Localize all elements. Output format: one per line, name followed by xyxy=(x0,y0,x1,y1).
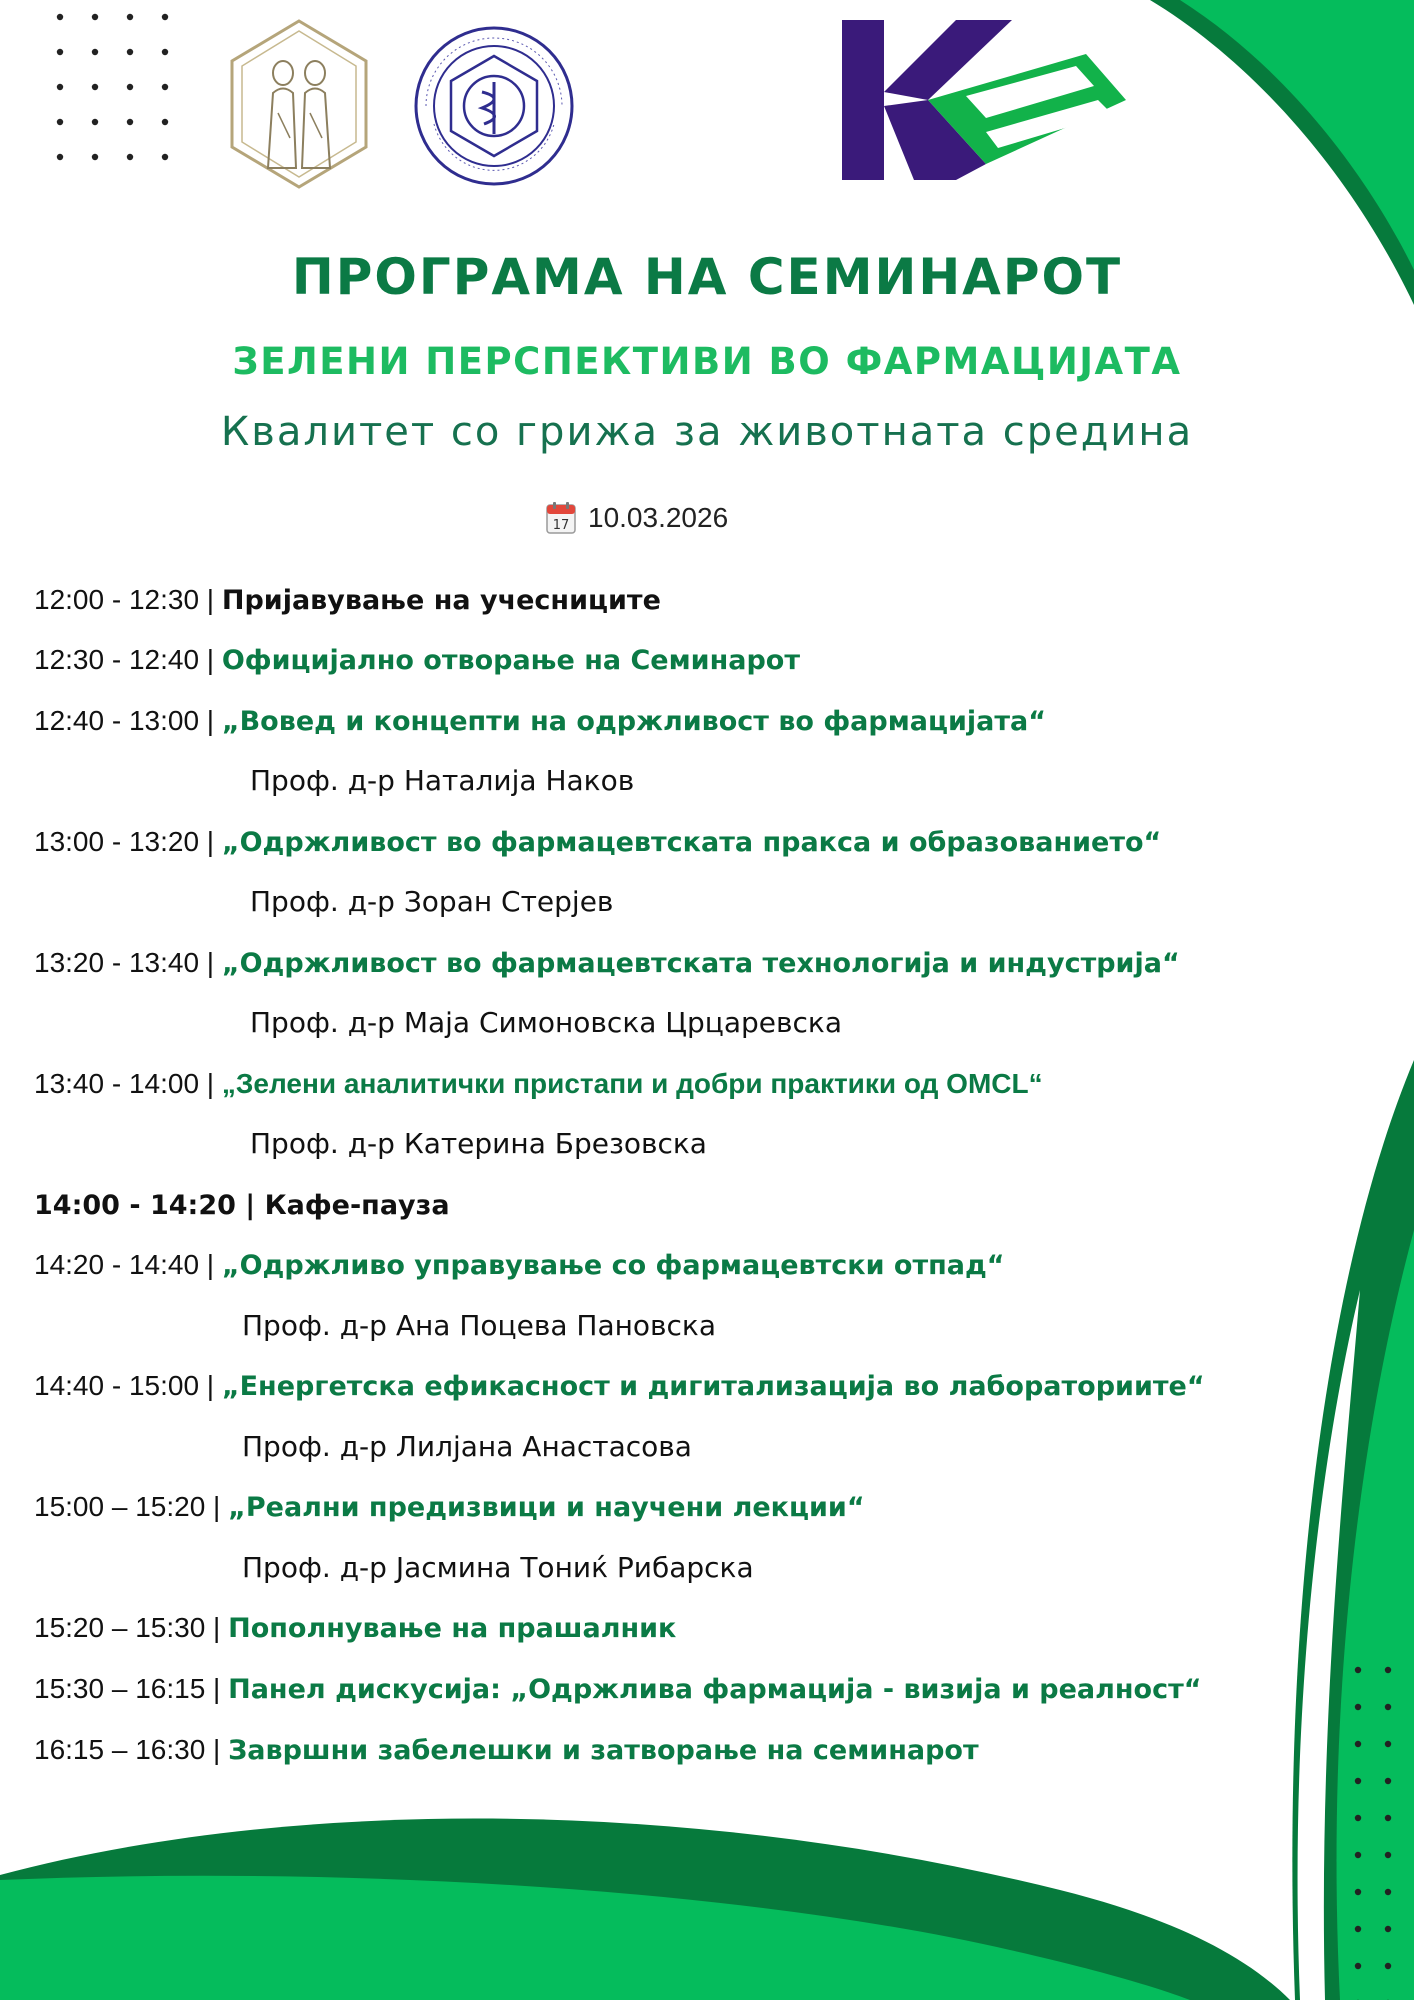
schedule-time: 14:00 - 14:20 | xyxy=(34,1190,265,1221)
page-subtitle: ЗЕЛЕНИ ПЕРСПЕКТИВИ ВО ФАРМАЦИЈАТА xyxy=(232,340,1182,383)
schedule-row xyxy=(34,1245,1005,1286)
decorative-dot xyxy=(162,49,168,55)
decorative-dot xyxy=(57,49,63,55)
decorative-dot xyxy=(57,84,63,90)
decorative-dot xyxy=(57,154,63,160)
decorative-dot xyxy=(1385,1667,1391,1673)
decorative-dot xyxy=(1385,1963,1391,1969)
decorative-dot xyxy=(1385,1778,1391,1784)
decorative-dot xyxy=(127,49,133,55)
schedule-time: 15:20 – 15:30 | xyxy=(34,1612,229,1643)
event-date xyxy=(546,498,728,538)
schedule-title: Пополнување на прашалник xyxy=(228,1613,677,1644)
schedule-row xyxy=(34,1730,979,1771)
faculty-of-pharmacy-seal-icon xyxy=(412,24,576,188)
schedule-time: 13:20 - 13:40 | xyxy=(34,947,222,978)
schedule-title: Кафе-пауза xyxy=(264,1190,450,1221)
decorative-dot xyxy=(1355,1778,1361,1784)
schedule-time: 16:15 – 16:30 | xyxy=(34,1734,229,1765)
university-ss-cyril-methodius-seal-icon xyxy=(228,18,370,190)
decorative-dot xyxy=(1355,1704,1361,1710)
schedule-row xyxy=(34,822,1161,863)
decorative-dot xyxy=(1385,1741,1391,1747)
schedule-title: „Енергетска ефикасност и дигитализација во лабораториите“ xyxy=(221,1371,1205,1402)
decorative-dot xyxy=(92,154,98,160)
decorative-dot xyxy=(92,84,98,90)
schedule-time: 14:20 - 14:40 | xyxy=(34,1249,222,1280)
schedule-speaker: Проф. д-р Наталија Наков xyxy=(250,764,635,797)
dot-grid-top-left xyxy=(57,14,168,160)
decorative-dot xyxy=(1355,1889,1361,1895)
schedule-row xyxy=(34,701,1046,742)
schedule-title: „Реални предизвици и научени лекции“ xyxy=(228,1492,865,1523)
schedule-row xyxy=(34,1487,865,1528)
schedule-time: 12:00 - 12:30 | xyxy=(34,584,222,615)
schedule-speaker: Проф. д-р Катерина Брезовска xyxy=(250,1127,707,1160)
decorative-dot xyxy=(1385,1704,1391,1710)
decorative-dot xyxy=(1385,1889,1391,1895)
schedule-row xyxy=(34,943,1180,984)
schedule-title: „Вовед и концепти на одржливост во фармацијата“ xyxy=(221,706,1047,737)
decorative-dot xyxy=(127,154,133,160)
decorative-dot xyxy=(1385,1926,1391,1932)
schedule-time: 13:00 - 13:20 | xyxy=(34,826,222,857)
decorative-dot xyxy=(1355,1963,1361,1969)
schedule-speaker: Проф. д-р Јасмина Тониќ Рибарска xyxy=(242,1551,754,1584)
schedule-title: Пријавување на учесниците xyxy=(221,585,661,616)
decorative-dot xyxy=(127,119,133,125)
schedule-time: 12:30 - 12:40 | xyxy=(34,644,222,675)
svg-text:17: 17 xyxy=(552,518,570,533)
schedule-title: „Зелени аналитички пристапи и добри практики од OMCL“ xyxy=(221,1068,1043,1099)
schedule-speaker: Проф. д-р Маја Симоновска Црцаревска xyxy=(250,1006,842,1039)
schedule-speaker: Проф. д-р Лилјана Анастасова xyxy=(242,1430,692,1463)
schedule-time: 12:40 - 13:00 | xyxy=(34,705,222,736)
schedule-time: 15:00 – 15:20 | xyxy=(34,1491,229,1522)
decorative-dot xyxy=(162,84,168,90)
decorative-dot xyxy=(1385,1852,1391,1858)
decorative-dot xyxy=(1355,1667,1361,1673)
event-date-value: 10.03.2026 xyxy=(588,502,729,533)
schedule-row xyxy=(34,1185,450,1226)
decorative-dot xyxy=(162,14,168,20)
decorative-dot xyxy=(1355,1815,1361,1821)
schedule-time: 14:40 - 15:00 | xyxy=(34,1370,222,1401)
schedule-title: „Одржливост во фармацевтската технологија и индустрија“ xyxy=(221,948,1180,979)
schedule-speaker: Проф. д-р Ана Поцева Пановска xyxy=(242,1309,717,1342)
decorative-dot xyxy=(92,14,98,20)
page-title: ПРОГРАМА НА СЕМИНАРОТ xyxy=(291,248,1123,306)
decorative-dot xyxy=(162,119,168,125)
decorative-dot xyxy=(127,84,133,90)
schedule-row xyxy=(34,1366,1205,1407)
page-tagline: Квалитет со грижа за животната средина xyxy=(220,409,1194,455)
decorative-dot xyxy=(162,154,168,160)
schedule-title: „Одржливо управување со фармацевтски отпад“ xyxy=(221,1250,1005,1281)
schedule-title: „Одржливост во фармацевтската пракса и образованието“ xyxy=(221,827,1162,858)
schedule-title: Завршни забелешки и затворање на семинарот xyxy=(228,1735,979,1766)
decorative-dot xyxy=(92,119,98,125)
schedule-title: Официјално отворање на Семинарот xyxy=(221,645,800,676)
decorative-dot xyxy=(1385,1815,1391,1821)
decorative-dot xyxy=(127,14,133,20)
schedule-time: 13:40 - 14:00 | xyxy=(34,1068,222,1099)
decorative-dot xyxy=(1355,1741,1361,1747)
decorative-dot xyxy=(57,119,63,125)
schedule-time: 15:30 – 16:15 | xyxy=(34,1673,229,1704)
schedule-row xyxy=(34,580,661,621)
schedule-row xyxy=(34,1608,676,1649)
schedule-row xyxy=(34,1064,1043,1104)
ke-logo xyxy=(836,14,1136,186)
schedule-title: Панел дискусија: „Одржлива фармација - визија и реалност“ xyxy=(228,1674,1202,1705)
schedule-speaker: Проф. д-р Зоран Стерјев xyxy=(250,885,614,918)
calendar-icon xyxy=(546,502,576,534)
decorative-dot xyxy=(92,49,98,55)
decorative-dot xyxy=(57,14,63,20)
decorative-dot xyxy=(1355,1852,1361,1858)
schedule-row xyxy=(34,640,800,681)
decorative-dot xyxy=(1355,1926,1361,1932)
schedule-row xyxy=(34,1669,1202,1710)
